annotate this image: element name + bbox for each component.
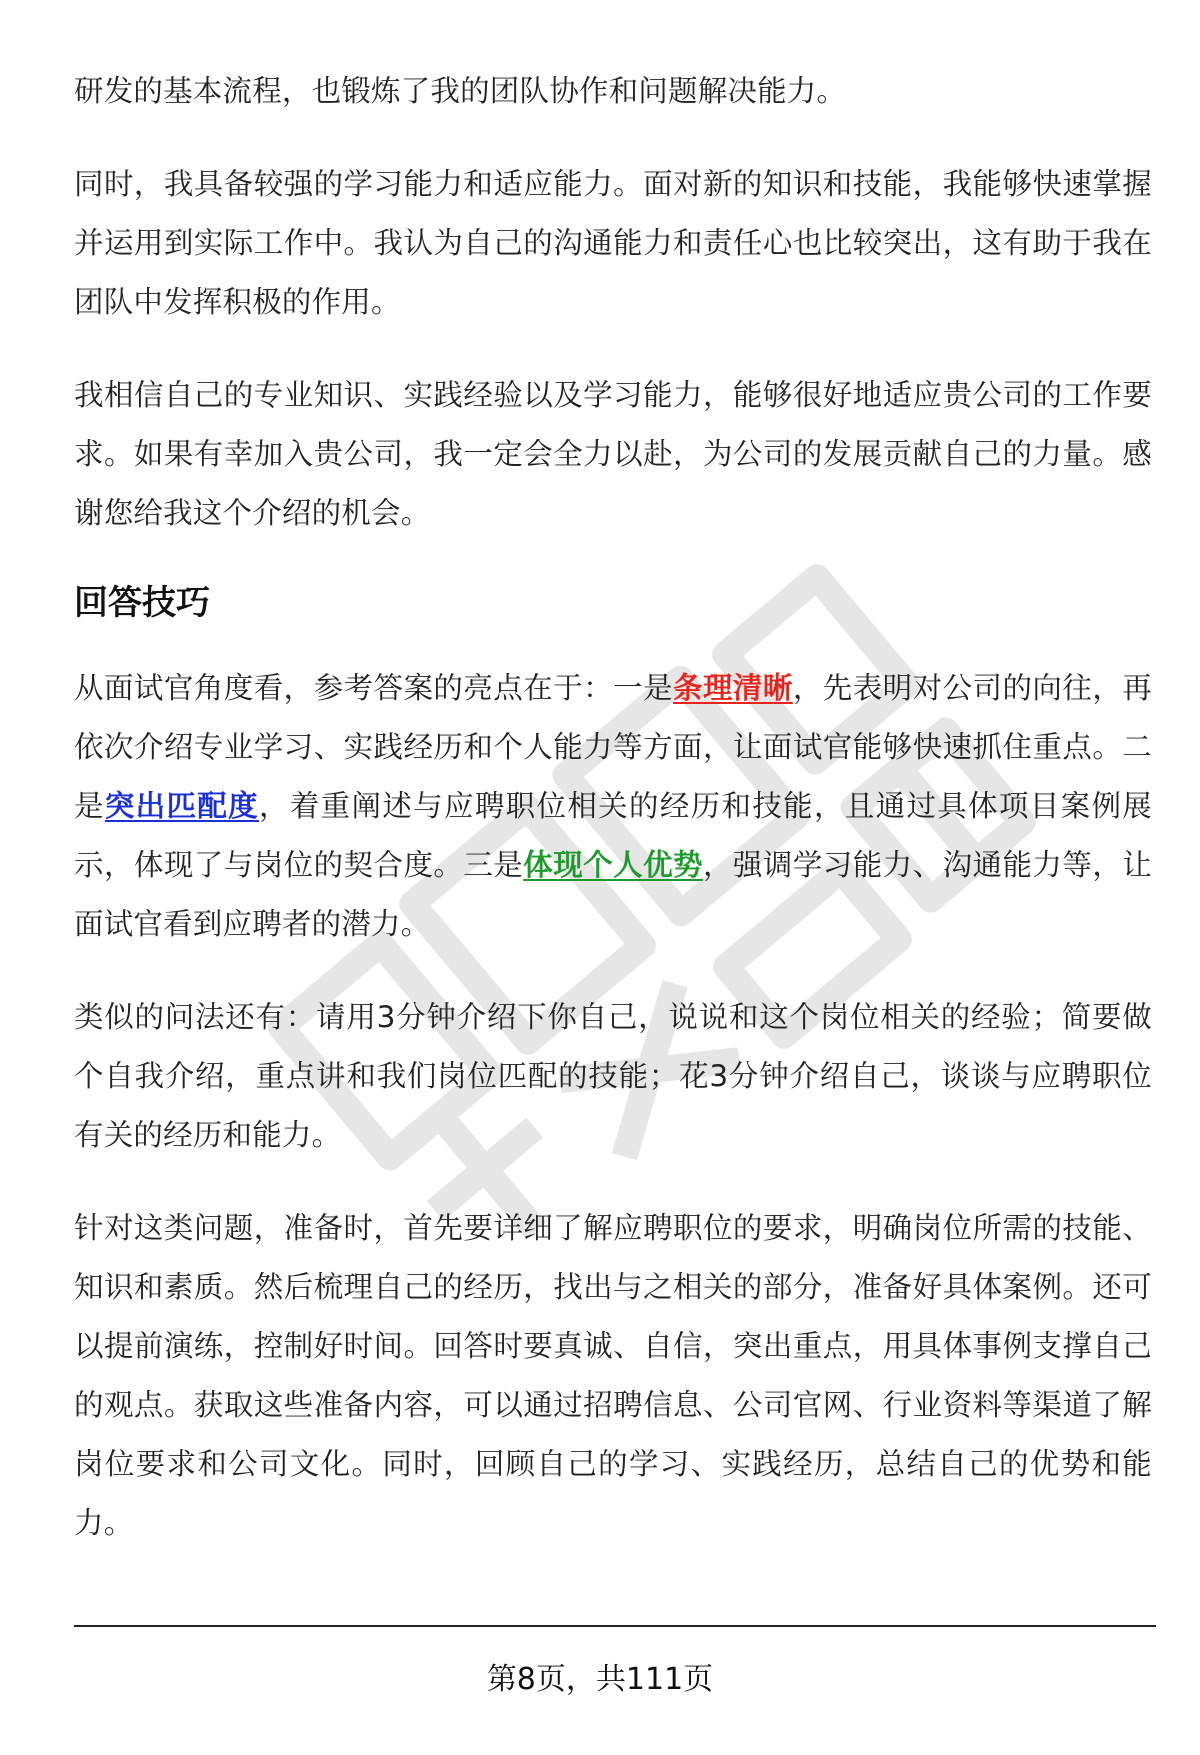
- footer-divider: [74, 1625, 1156, 1627]
- paragraph-1: 研发的基本流程，也锻炼了我的团队协作和问题解决能力。: [74, 74, 847, 108]
- paragraph-6: 针对这类问题，准备时，首先要详细了解应聘职位的要求，明确岗位所需的技能、知识和素质。然后梳理自己的经历，找出与之相关的部分，准备好具体案例。还可以提前演练，控制好时间。回答时要真诚、自信，突出重点，用具体事例支撑自己的观点。获取这些准备内容，可以通过招聘信息、公司官网、行业资料等渠道了解岗位要求和公司文化。同时，回顾自己的学习、实践经历，总结自己的优势和能力。: [74, 1211, 1152, 1540]
- paragraph-3: 我相信自己的专业知识、实践经验以及学习能力，能够很好地适应贵公司的工作要求。如果有幸加入贵公司，我一定会全力以赴，为公司的发展贡献自己的力量。感谢您给我这个介绍的机会。: [74, 378, 1152, 530]
- section-heading: 回答技巧: [74, 583, 210, 623]
- paragraph-4-text-1: 从面试官角度看，参考答案的亮点在于：一是: [74, 671, 674, 705]
- paragraph-4-text-2: ，先表明对公司的向往，再依次介绍专业学习、实践经历和个人能力等方面，让面试官能够快速抓住重点。二是: [74, 671, 1152, 823]
- highlight-match-degree: 突出匹配度: [104, 789, 260, 823]
- paragraph-2: 同时，我具备较强的学习能力和适应能力。面对新的知识和技能，我能够快速掌握并运用到实际工作中。我认为自己的沟通能力和责任心也比较突出，这有助于我在团队中发挥积极的作用。: [74, 167, 1152, 319]
- document-body: [74, 62, 1152, 1587]
- highlight-personal-strength: 体现个人优势: [523, 848, 703, 882]
- paragraph-4-text-3: ，着重阐述与应聘职位相关的经历和技能，且通过具体项目案例展示，体现了与岗位的契合度。三是: [74, 789, 1152, 882]
- paragraph-5: 类似的问法还有：请用3分钟介绍下你自己，说说和这个岗位相关的经验；简要做个自我介绍，重点讲和我们岗位匹配的技能；花3分钟介绍自己，谈谈与应聘职位有关的经历和能力。: [74, 1000, 1152, 1152]
- paragraph-4-text-4: ，强调学习能力、沟通能力等，让面试官看到应聘者的潜力。: [74, 848, 1152, 941]
- highlight-clear-structure: 条理清晰: [673, 671, 793, 705]
- page-number: 第8页，共111页: [486, 1662, 714, 1697]
- paragraph-4: [74, 659, 1152, 954]
